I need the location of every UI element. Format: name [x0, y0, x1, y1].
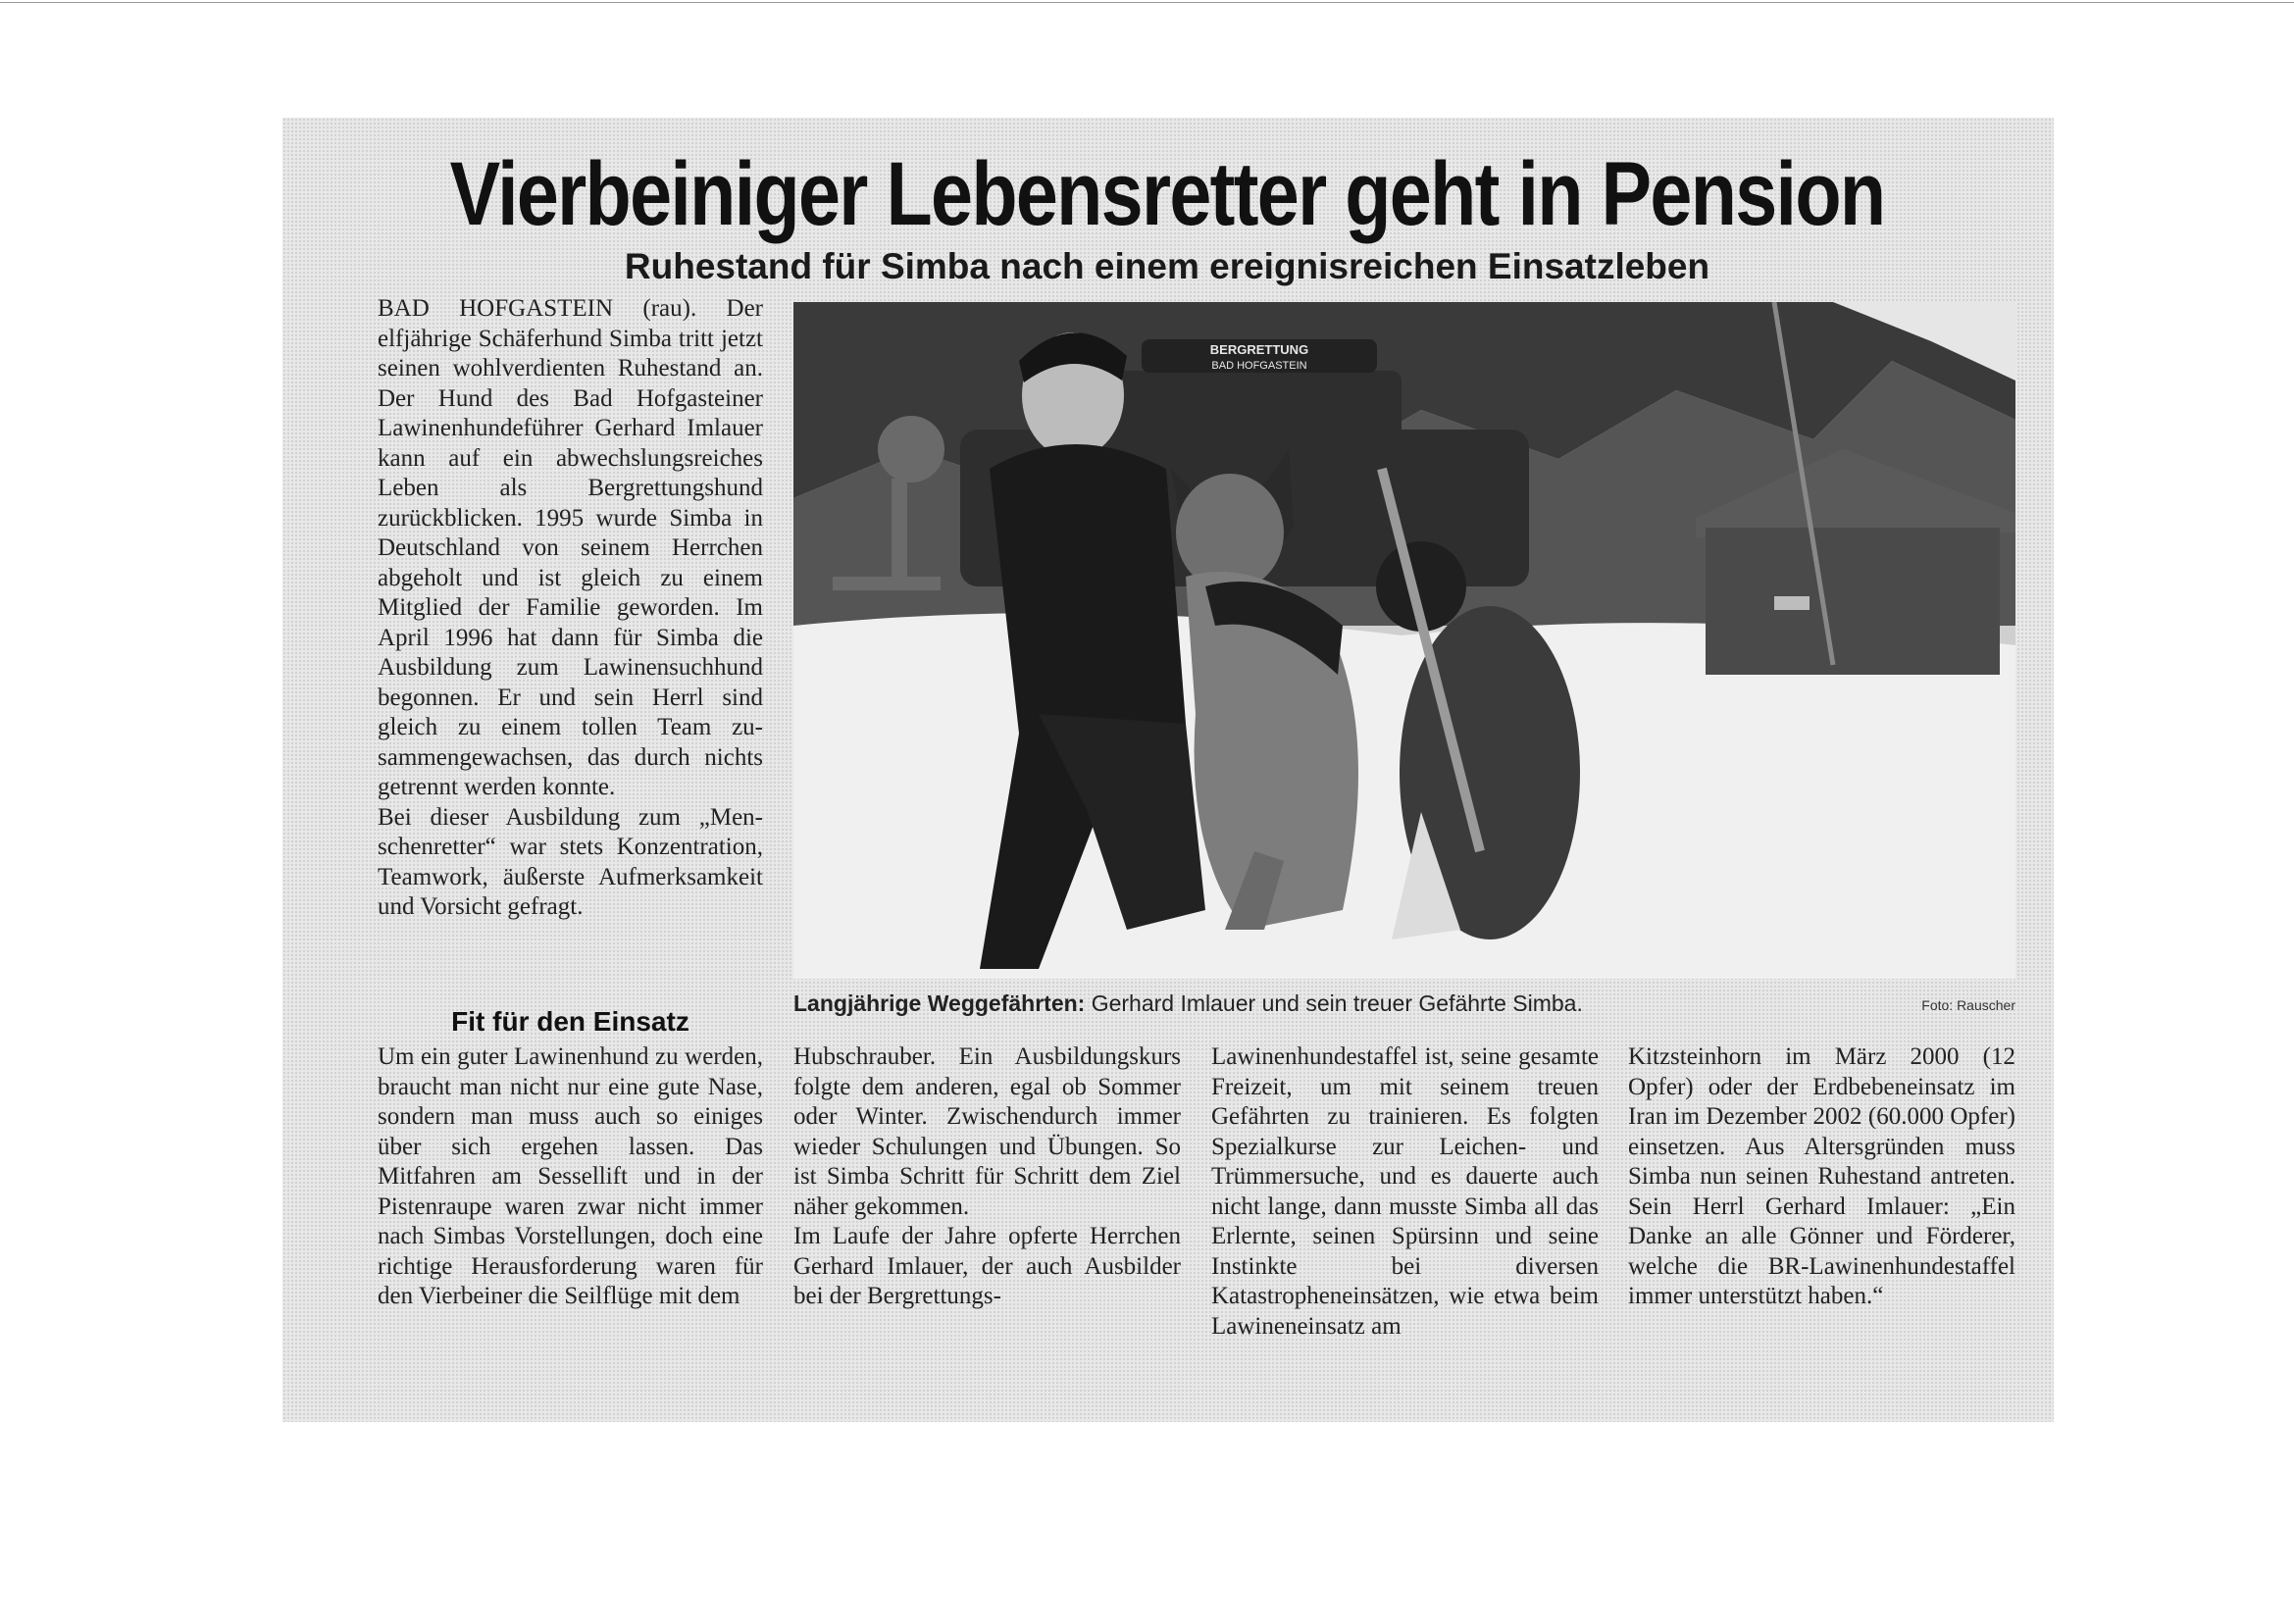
column-paragraph-2: Im Laufe der Jahre opferte Herrchen Gerhard Imlauer, der auch Ausbilder bei der Bergrettungs- — [793, 1223, 1181, 1309]
article-column-3 — [1211, 1042, 1599, 1342]
photo-credit: Foto: Rauscher — [1921, 997, 2015, 1013]
column-paragraph: Hubschrauber. Ein Ausbildungskurs folgte dem anderen, egal ob Sommer oder Winter. Zwischendurch immer wieder Schulungen und Übungen. So ist Simba Schritt für Schritt dem Ziel näher gekommen. — [793, 1043, 1181, 1220]
scan-edge-line — [0, 2, 2294, 3]
caption-lead: Langjährige Weggefährten: — [793, 990, 1086, 1016]
column-paragraph: Lawinenhundestaffel ist, seine gesamte Freizeit, um mit seinem treuen Gefährten zu trainieren. Es folgten Spezialkurse zur Leichen- und Trümmersuche, und es dauerte auch nicht lange, dann musste Simba all das Erlernte, seinen Spürsinn und seine Instinkte bei diversen Katastropheneinsätzen, wie etwa beim Lawineneinsatz am — [1211, 1043, 1599, 1340]
article-column-2 — [793, 1042, 1181, 1312]
subheadline: Ruhestand für Simba nach einem ereignisreichen Einsatzleben — [624, 246, 1710, 286]
vehicle-sign-line1: BERGRETTUNG — [1209, 342, 1309, 357]
vehicle-sign-line2: BAD HOFGASTEIN — [1211, 360, 1307, 372]
caption-text: Gerhard Imlauer und sein treuer Gefährte Simba. — [1085, 990, 1583, 1016]
intro-column — [378, 294, 763, 923]
section-subhead: Fit für den Einsatz — [451, 1006, 689, 1037]
article-photo — [793, 302, 2015, 979]
intro-paragraph-2: Bei dieser Ausbildung zum „Menschenretter“ war stets Konzentration, Teamwork, äußerste Aufmerksamkeit und Vorsicht gefragt. — [378, 803, 763, 920]
column-paragraph: Kitzsteinhorn im März 2000 (12 Opfer) oder der Erdbebeneinsatz im Iran im Dezember 2002 (60.000 Opfer) einsetzen. Aus Altersgründen muss Simba nun seinen Ruhestand antreten. Sein Herrl Gerhard Imlauer: „Ein Danke an alle Gönner und Förderer, welche die BR-Lawinenhundestaffel immer unterstützt haben.“ — [1628, 1043, 2015, 1309]
article-column-4 — [1628, 1042, 2015, 1312]
photo-caption — [793, 989, 1823, 1018]
photo-illustration — [793, 302, 2015, 979]
intro-paragraph: BAD HOFGASTEIN (rau). Der elfjährige Schäferhund Simba tritt jetzt seinen wohlverdienten Ruhestand an. Der Hund des Bad Hofgasteiner Lawinenhundeführer Gerhard Imlauer kann auf ein abwechslungsreiches Leben als Bergrettungshund zurückblicken. 1995 wurde Simba in Deutschland von seinem Herrchen abgeholt und ist gleich zu einem Mitglied der Familie geworden. Im April 1996 hat dann für Simba die Ausbildung zum Lawinensuchhund begonnen. Er und sein Herrl sind gleich zu einem tollen Team zusammengewachsen, das durch nichts getrennt werden konnte. — [378, 295, 763, 800]
column-paragraph: Um ein guter Lawinenhund zu werden, braucht man nicht nur eine gute Nase, sondern man muss auch so einiges über sich ergehen lassen. Das Mitfahren am Sessellift und in der Pistenraupe waren zwar nicht immer nach Simbas Vorstellungen, doch eine richtige Herausforderung waren für den Vierbeiner die Seilflüge mit dem — [378, 1043, 763, 1309]
headline: Vierbeiniger Lebensretter geht in Pension — [449, 144, 1885, 244]
article-column-1 — [378, 1042, 763, 1312]
